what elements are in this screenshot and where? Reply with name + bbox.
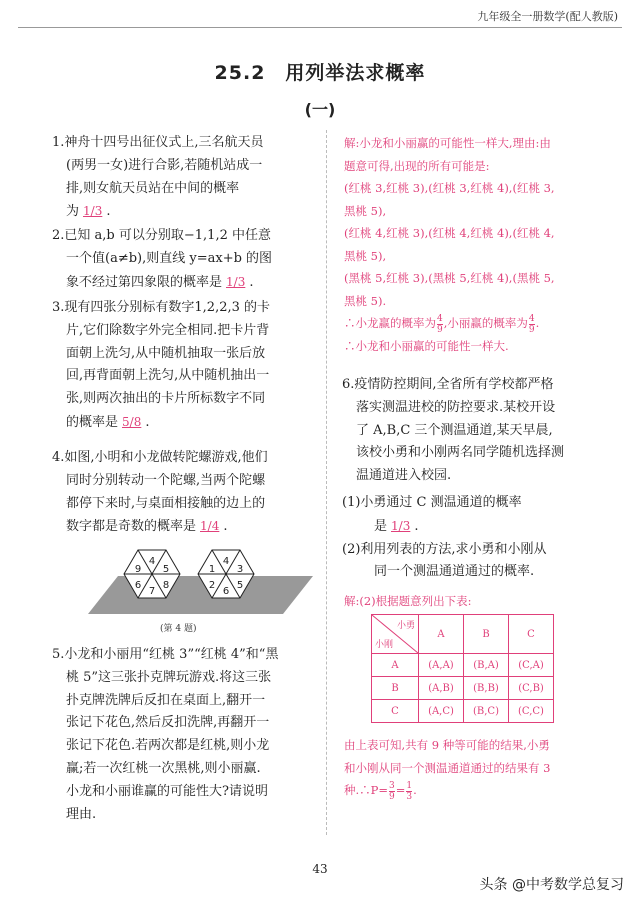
q4-line: 都停下来时,与桌面相接触的边上的 bbox=[66, 495, 266, 511]
q1-line: (两男一女)进行合影,若随机站成一 bbox=[66, 157, 263, 173]
solution-6-heading: 解:(2)根据题意列出下表: bbox=[344, 594, 472, 608]
right-top-num: 3 bbox=[236, 564, 244, 575]
table-cell: (B,C) bbox=[464, 700, 509, 723]
table-cell: (A,A) bbox=[419, 654, 464, 677]
q4-line: 数字都是奇数的概率是 bbox=[66, 519, 197, 535]
q1-line: 1.神舟十四号出征仪式上,三名航天员 bbox=[52, 135, 264, 150]
q1-line: 为 bbox=[66, 204, 80, 220]
sol5-line: 黑桃 5), bbox=[344, 248, 387, 263]
q5-line: 小龙和小丽谁赢的可能性大?请说明 bbox=[66, 783, 268, 799]
outcome-table bbox=[371, 614, 554, 723]
q3-line: 张,则两次抽出的卡片所标数字不同 bbox=[66, 391, 266, 407]
section-subtitle: (一) bbox=[304, 100, 336, 119]
solution-5 bbox=[344, 132, 628, 357]
q5-line: 扑克牌洗牌后反扣在桌面上,翻开一 bbox=[66, 692, 266, 708]
fraction: $\frac{4}{9}$ bbox=[437, 313, 443, 335]
right-top-num: 6 bbox=[222, 586, 230, 597]
row-header: A bbox=[372, 654, 419, 677]
section-title: 25.2 用列举法求概率 bbox=[214, 62, 426, 84]
question-5 bbox=[52, 644, 322, 826]
q2-line: 一个值(a≠b),则直线 y=ax+b 的图 bbox=[66, 250, 273, 266]
right-top-num: 2 bbox=[208, 580, 216, 591]
sol6-line: 由上表可知,共有 9 种等可能的结果,小勇 bbox=[344, 738, 550, 752]
question-6: 6.疫情防控期间,全省所有学校都严格 落实测温进校的防控要求.某校开设 了 A,B,C 三个测温通道,某天早晨, 该校小勇和小刚两名同学随机选择测 温通道进入校园. (1)小勇通过 C 测温通道的概率 是 1/3 . (2)利用列表的方法,求小勇和小刚从 同一个测温通道通过的概率. bbox=[342, 374, 628, 584]
q5-line: 5.小龙和小丽用“红桃 3”“红桃 4”和“黑 bbox=[52, 647, 279, 662]
q6-line: 落实测温进校的防控要求.某校开设 bbox=[356, 399, 556, 415]
left-top-num: 4 bbox=[148, 556, 156, 567]
left-top-num: 9 bbox=[134, 564, 142, 575]
left-top-num: 8 bbox=[162, 580, 170, 591]
header-rule bbox=[18, 27, 622, 28]
fraction: $\frac{1}{3}$ bbox=[406, 780, 413, 802]
table-cell: (C,C) bbox=[509, 700, 554, 723]
q5-line: 张记下花色.若两次都是红桃,则小龙 bbox=[66, 738, 270, 754]
question-3: 3.现有四张分别标有数字1,2,2,3 的卡 片,它们除数字外完全相同.把卡片背 面朝上洗匀,从中随机抽取一张后放 回,再背面朝上洗匀,从中随机抽出一 张,则两次抽出的卡片所标数字不同 的概率是 5/8 . bbox=[52, 297, 322, 435]
right-top-num: 1 bbox=[208, 564, 216, 575]
q6-part1-answer: 1/3 bbox=[391, 518, 411, 533]
sol5-line: (红桃 3,红桃 3),(红桃 3,红桃 4),(红桃 3, bbox=[344, 181, 555, 195]
q3-line: 的概率是 bbox=[66, 414, 119, 430]
running-header: 九年级全一册数学(配人教版) bbox=[477, 10, 618, 23]
sol5-line: 黑桃 5). bbox=[344, 293, 387, 308]
q1-line: 排,则女航天员站在中间的概率 bbox=[66, 180, 240, 196]
table-cell: (B,B) bbox=[464, 677, 509, 700]
q6-part1: (1)小勇通过 C 测温通道的概率 bbox=[342, 494, 522, 510]
col-header: C bbox=[509, 615, 554, 654]
corner-bottom-label: 小刚 bbox=[375, 640, 394, 650]
q3-line: 面朝上洗匀,从中随机抽取一张后放 bbox=[66, 345, 266, 361]
q2-line: 象不经过第四象限的概率是 bbox=[66, 274, 223, 290]
q6-line: 温通道进入校园. bbox=[356, 468, 452, 484]
q6-line: 6.疫情防控期间,全省所有学校都严格 bbox=[342, 377, 554, 392]
sol5-conclusion: ∴小龙和小丽赢的可能性一样大. bbox=[344, 338, 509, 353]
figure-caption: (第 4 题) bbox=[160, 624, 197, 634]
q3-answer: 5/8 bbox=[122, 414, 142, 429]
q5-line: 理由. bbox=[66, 806, 97, 822]
solution-6-conclusion bbox=[344, 734, 628, 802]
q6-line: 该校小勇和小刚两名同学随机选择测 bbox=[356, 445, 565, 461]
q2-answer: 1/3 bbox=[226, 274, 246, 289]
left-top-num: 6 bbox=[134, 580, 142, 591]
q4-answer: 1/4 bbox=[200, 519, 220, 534]
row-header: B bbox=[372, 677, 419, 700]
col-header: A bbox=[419, 615, 464, 654]
table-cell: (A,C) bbox=[419, 700, 464, 723]
sol5-line: 题意可得,出现的所有可能是: bbox=[344, 158, 490, 173]
spinning-tops-figure bbox=[88, 546, 318, 616]
sol5-line: (红桃 4,红桃 3),(红桃 4,红桃 4),(红桃 4, bbox=[344, 226, 555, 240]
sol5-line: (黑桃 5,红桃 3),(黑桃 5,红桃 4),(黑桃 5, bbox=[344, 271, 555, 285]
col-header: B bbox=[464, 615, 509, 654]
table-cell: (C,A) bbox=[509, 654, 554, 677]
q4-line: 同时分别转动一个陀螺,当两个陀螺 bbox=[66, 472, 266, 488]
q3-line: 片,它们除数字外完全相同.把卡片背 bbox=[66, 322, 270, 338]
fraction: $\frac{4}{9}$ bbox=[528, 313, 535, 335]
sol6-line: 和小刚从同一个测温通道通过的结果有 3 bbox=[344, 760, 551, 775]
column-divider bbox=[326, 130, 327, 835]
q6-line: 了 A,B,C 三个测温通道,某天早晨, bbox=[356, 422, 553, 438]
row-header: C bbox=[372, 700, 419, 723]
q6-part2: 同一个测温通道通过的概率. bbox=[374, 564, 535, 580]
table-corner bbox=[372, 615, 419, 654]
q3-line: 3.现有四张分别标有数字1,2,2,3 的卡 bbox=[52, 300, 271, 315]
question-1: 1.神舟十四号出征仪式上,三名航天员 (两男一女)进行合影,若随机站成一 排,则女航天员站在中间的概率 为 1/3 . bbox=[52, 132, 322, 224]
watermark: 头条 @中考数学总复习 bbox=[479, 877, 624, 893]
q2-line: 2.已知 a,b 可以分别取−1,1,2 中任意 bbox=[52, 228, 271, 243]
left-top-num: 5 bbox=[162, 564, 170, 575]
q1-answer: 1/3 bbox=[83, 204, 103, 219]
corner-top-label: 小勇 bbox=[396, 621, 415, 631]
right-top-num: 5 bbox=[236, 580, 244, 591]
right-top-num: 4 bbox=[222, 556, 230, 567]
sol5-line: 黑桃 5), bbox=[344, 203, 387, 218]
table-surface bbox=[88, 576, 313, 614]
question-4: 4.如图,小明和小龙做转陀螺游戏,他们 同时分别转动一个陀螺,当两个陀螺 都停下来时,与桌面相接触的边上的 数字都是奇数的概率是 1/4 . bbox=[52, 447, 322, 539]
q3-line: 回,再背面朝上洗匀,从中随机抽出一 bbox=[66, 368, 270, 384]
q6-part2: (2)利用列表的方法,求小勇和小刚从 bbox=[342, 541, 547, 557]
q5-line: 张记下花色,然后反扣洗牌,再翻开一 bbox=[66, 715, 270, 731]
sol5-line: 解:小龙和小丽赢的可能性一样大,理由:由 bbox=[344, 136, 551, 150]
sol6-final-line: 种.∴P= $\frac{3}{9}$ = $\frac{1}{3}$ . bbox=[344, 780, 417, 802]
sol5-probability-line: ∴小龙赢的概率为 $\frac{4}{9}$ ,小丽赢的概率为 $\frac{4}{9}$ . bbox=[344, 313, 540, 335]
table-cell: (A,B) bbox=[419, 677, 464, 700]
fraction: $\frac{3}{9}$ bbox=[389, 780, 395, 802]
q4-line: 4.如图,小明和小龙做转陀螺游戏,他们 bbox=[52, 450, 268, 465]
q5-line: 赢;若一次红桃一次黑桃,则小丽赢. bbox=[66, 760, 261, 776]
table-cell: (C,B) bbox=[509, 677, 554, 700]
table-cell: (B,A) bbox=[464, 654, 509, 677]
page-number: 43 bbox=[312, 862, 328, 876]
left-top-num: 7 bbox=[148, 586, 156, 597]
q5-line: 桃 5”这三张扑克牌玩游戏.将这三张 bbox=[66, 669, 272, 685]
question-2: 2.已知 a,b 可以分别取−1,1,2 中任意 一个值(a≠b),则直线 y=ax+b 的图 象不经过第四象限的概率是 1/3 . bbox=[52, 225, 322, 294]
